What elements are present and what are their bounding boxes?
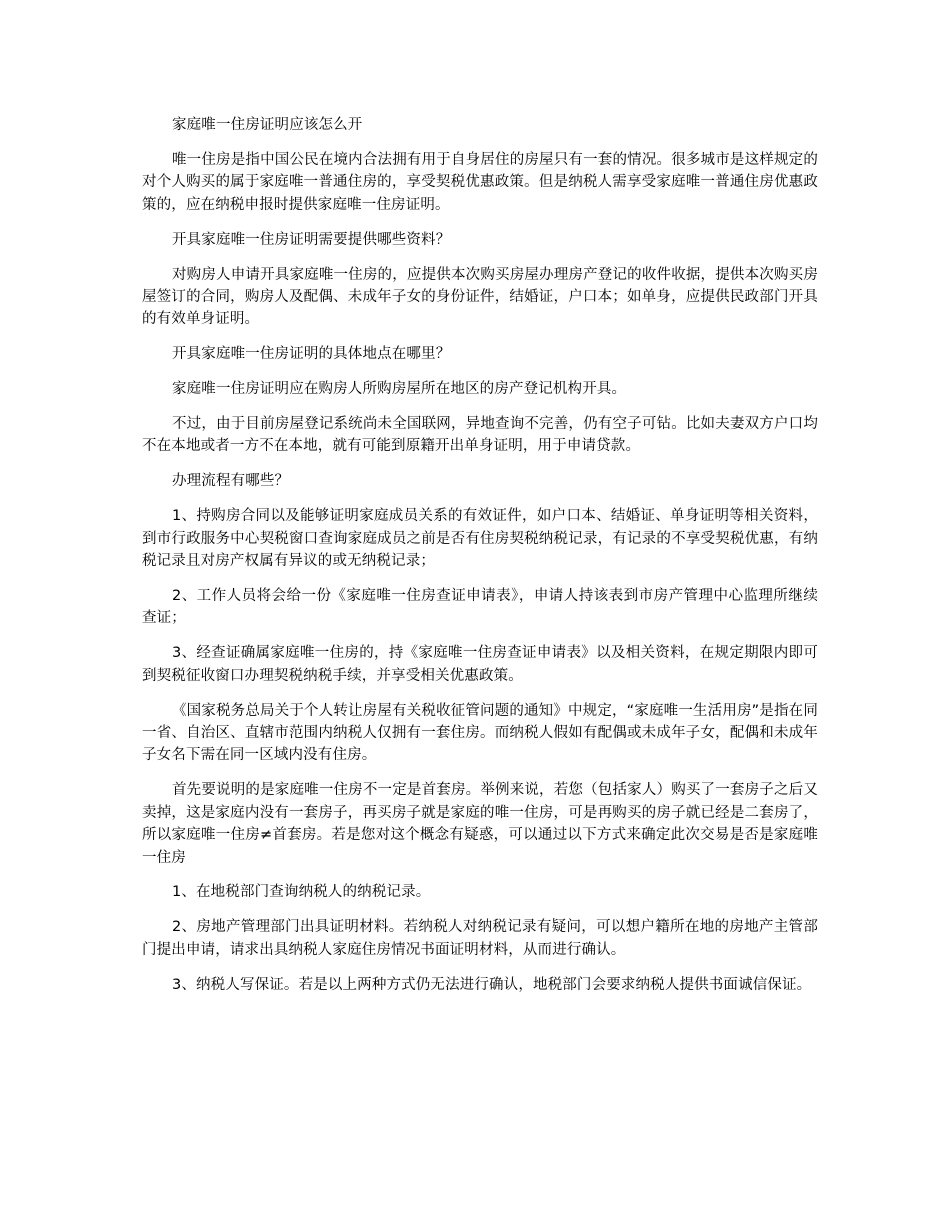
process-step-3: 3、经查证确属家庭唯一住房的，持《家庭唯一住房查证申请表》以及相关资料，在规定期限内即可到契税征收窗口办理契税纳税手续，并享受相关优惠政策。 [142,645,818,684]
paragraph-regulation: 《国家税务总局关于个人转让房屋有关税收征管问题的通知》中规定，“家庭唯一生活用房”是指在同一省、自治区、直辖市范围内纳税人仅拥有一套住房。而纳税人假如有配偶或未成年子女，配偶和未成年子女名下需在同一区域内没有住房。 [142,702,818,764]
method-1: 1、在地税部门查询纳税人的纳税记录。 [172,884,431,901]
question-materials: 开具家庭唯一住房证明需要提供哪些资料？ [172,231,451,248]
question-location: 开具家庭唯一住房证明的具体地点在哪里？ [172,346,451,363]
process-step-1: 1、持购房合同以及能够证明家庭成员关系的有效证件，如户口本、结婚证、单身证明等相关资料，到市行政服务中心契税窗口查询家庭成员之前是否有住房契税纳税记录，有记录的不享受契税优惠，有纳税记录且对房产权属有异议的或无纳税记录； [142,508,818,570]
method-2: 2、房地产管理部门出具证明材料。若纳税人对纳税记录有疑问，可以想户籍所在地的房地产主管部门提出申请，请求出具纳税人家庭住房情况书面证明材料，从而进行确认。 [142,919,818,958]
paragraph-definition: 唯一住房是指中国公民在境内合法拥有用于自身居住的房屋只有一套的情况。很多城市是这样规定的对个人购买的属于家庭唯一普通住房的，享受契税优惠政策。但是纳税人需享受家庭唯一普通住房优惠政策的，应在纳税申报时提供家庭唯一住房证明。 [142,151,818,213]
paragraph-loophole: 不过，由于目前房屋登记系统尚未全国联网，异地查询不完善，仍有空子可钻。比如夫妻双方户口均不在本地或者一方不在本地，就有可能到原籍开出单身证明，用于申请贷款。 [142,416,818,455]
document-title: 家庭唯一住房证明应该怎么开 [172,117,363,133]
document-body [142,114,818,1009]
paragraph-location: 家庭唯一住房证明应在购房人所购房屋所在地区的房产登记机构开具。 [172,381,627,398]
process-step-2: 2、工作人员将会给一份《家庭唯一住房查证申请表》，申请人持该表到市房产管理中心监理所继续查证； [142,588,818,627]
paragraph-first-home: 首先要说明的是家庭唯一住房不一定是首套房。举例来说，若您（包括家人）购买了一套房子之后又卖掉，这是家庭内没有一套房子，再买房子就是家庭的唯一住房，可是再购买的房子就已经是二套房了，所以家庭唯一住房≠首套房。若是您对这个概念有疑惑，可以通过以下方式来确定此次交易是否是家庭唯一住房 [142,782,818,866]
paragraph-materials: 对购房人申请开具家庭唯一住房的，应提供本次购买房屋办理房产登记的收件收据，提供本次购买房屋签订的合同，购房人及配偶、未成年子女的身份证件，结婚证，户口本；如单身，应提供民政部门开具的有效单身证明。 [142,266,818,328]
question-process: 办理流程有哪些？ [172,473,290,490]
method-3: 3、纳税人写保证。若是以上两种方式仍无法进行确认，地税部门会要求纳税人提供书面诚信保证。 [172,976,812,993]
